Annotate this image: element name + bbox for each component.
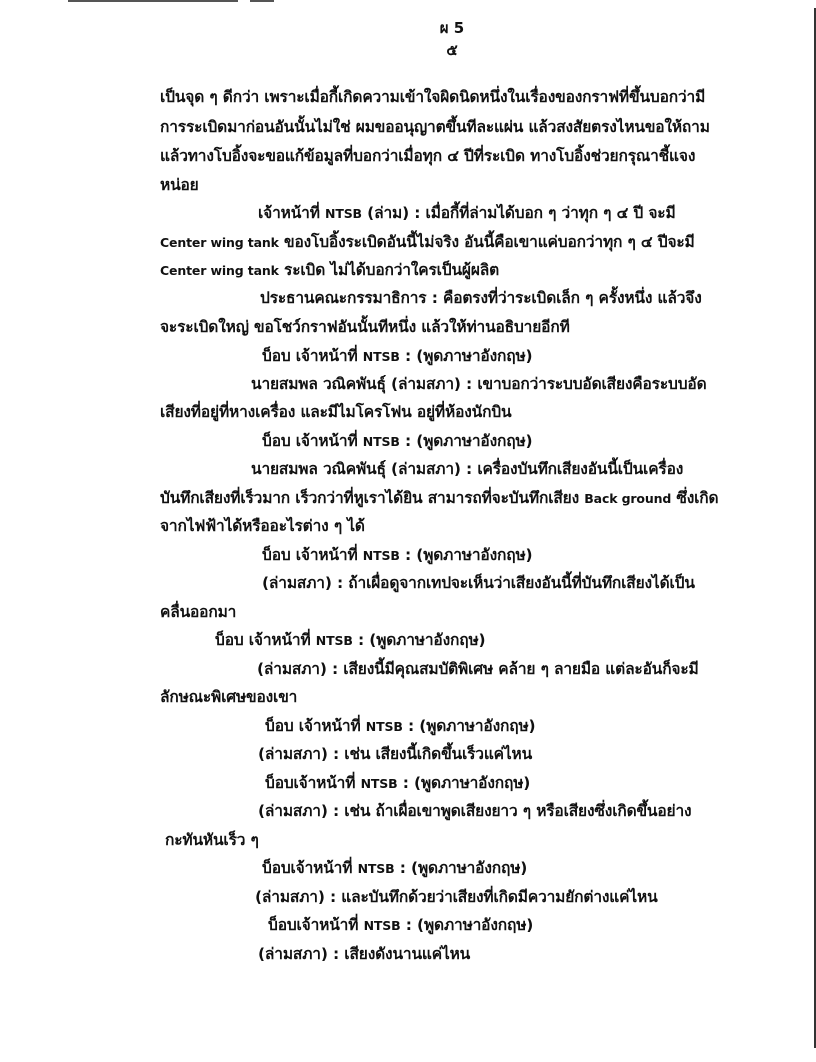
term-center-wing-tank: Center wing tank: [160, 235, 279, 250]
segment: บ็อบ เจ้าหน้าที่: [215, 631, 316, 649]
page-code: ผ 5: [439, 19, 465, 37]
abbr-ntsb: NTSB: [362, 349, 400, 364]
text-line: แล้วทางโบอิ้งจะขอแก้ข้อมูลที่บอกว่าเมื่อทุก ๔ ปีที่ระเบิด ทางโบอิ้งช่วยกรุณาชี้แจง: [160, 147, 696, 165]
text-line: การระเบิดมาก่อนอันนั้นไม่ใช่ ผมขออนุญาตขึ้นทีละแผ่น แล้วสงสัยตรงไหนขอให้ถาม: [160, 118, 710, 136]
text-line: [160, 231, 695, 254]
speaker-line: [265, 715, 535, 738]
segment: : (พูดภาษาอังกฤษ): [399, 432, 533, 450]
text-line: หน่อย: [160, 176, 199, 194]
segment: : (พูดภาษาอังกฤษ): [402, 717, 536, 735]
speaker-line: นายสมพล วณิคพันธุ์ (ล่ามสภา) : เครื่องบันทึกเสียงอันนี้เป็นเครื่อง: [251, 460, 684, 478]
segment: : (พูดภาษาอังกฤษ): [397, 774, 531, 792]
segment: บ็อบเจ้าหน้าที่: [262, 859, 358, 877]
speaker-line: นายสมพล วณิคพันธุ์ (ล่ามสภา) : เขาบอกว่าระบบอัดเสียงคือระบบอัด: [251, 375, 707, 393]
text-line: [160, 487, 718, 510]
text-line: เป็นจุด ๆ ดีกว่า เพราะเมื่อกี้เกิดความเข้าใจผิดนิดหนึ่งในเรื่องของกราฟที่ขึ้นบอกว่ามี: [160, 88, 706, 106]
text-line: จากไฟฟ้าได้หรืออะไรต่าง ๆ ได้: [160, 517, 365, 535]
segment: ซึ่งเกิด: [671, 489, 719, 507]
speaker-line: [262, 857, 527, 880]
top-scan-line: [68, 0, 238, 2]
text-line: คลื่นออกมา: [160, 603, 237, 621]
text-line: [160, 259, 499, 282]
text-line: กะทันหันเร็ว ๆ: [165, 831, 259, 849]
abbr-ntsb: NTSB: [362, 434, 400, 449]
speaker-line: (ล่ามสภา) : และบันทึกด้วยว่าเสียงที่เกิดมีความยักต่างแค่ไหน: [255, 888, 658, 906]
segment: ระเบิด ไม่ได้บอกว่าใครเป็นผู้ผลิต: [278, 261, 500, 279]
abbr-ntsb: NTSB: [315, 633, 353, 648]
speaker-line: [262, 544, 532, 567]
abbr-ntsb: NTSB: [357, 861, 395, 876]
segment: บ็อบ เจ้าหน้าที่: [265, 717, 366, 735]
segment: ของโบอิ้งระเบิดอันนี้ไม่จริง อันนี้คือเขาแค่บอกว่าทุก ๆ ๔ ปีจะมี: [278, 233, 695, 251]
segment: เจ้าหน้าที่: [258, 204, 326, 222]
speaker-line: (ล่ามสภา) : เช่น ถ้าเผื่อเขาพูดเสียงยาว ๆ หรือเสียงซึ่งเกิดขึ้นอย่าง: [258, 802, 692, 820]
segment: (ล่าม) : เมื่อกี้ที่ล่ามได้บอก ๆ ว่าทุก ๆ ๔ ปี จะมี: [361, 204, 676, 222]
speaker-line: [258, 202, 676, 225]
speaker-line: [262, 345, 532, 368]
abbr-ntsb: NTSB: [325, 206, 362, 221]
abbr-ntsb: NTSB: [365, 719, 403, 734]
segment: : (พูดภาษาอังกฤษ): [352, 631, 486, 649]
speaker-line: ประธานคณะกรรมาธิการ : คือตรงที่ว่าระเบิดเล็ก ๆ ครั้งหนึ่ง แล้วจึง: [260, 289, 702, 307]
speaker-line: (ล่ามสภา) : เสียงนี้มีคุณสมบัติพิเศษ คล้าย ๆ ลายมือ แต่ละอันก็จะมี: [257, 660, 699, 678]
segment: บ็อบ เจ้าหน้าที่: [262, 546, 363, 564]
page-number: ๕: [446, 41, 458, 59]
segment: บันทึกเสียงที่เร็วมาก เร็วกว่าที่หูเราได้ยิน สามารถที่จะบันทึกเสียง: [160, 489, 585, 507]
speaker-line: (ล่ามสภา) : ถ้าเผื่อดูจากเทปจะเห็นว่าเสียงอันนี้ที่บันทึกเสียงได้เป็น: [262, 574, 695, 592]
text-line: จะระเบิดใหญ่ ขอโชว์กราฟอันนั้นทีหนึ่ง แล้วให้ท่านอธิบายอีกที: [160, 318, 570, 336]
segment: : (พูดภาษาอังกฤษ): [400, 916, 534, 934]
text-line: ลักษณะพิเศษของเขา: [160, 688, 298, 706]
abbr-ntsb: NTSB: [360, 776, 398, 791]
speaker-line: [265, 772, 530, 795]
term-center-wing-tank: Center wing tank: [160, 263, 279, 278]
abbr-ntsb: NTSB: [362, 548, 400, 563]
top-scan-mark: [250, 0, 274, 2]
segment: : (พูดภาษาอังกฤษ): [399, 546, 533, 564]
term-background: Back ground: [584, 491, 672, 506]
segment: บ็อบ เจ้าหน้าที่: [262, 347, 363, 365]
segment: บ็อบเจ้าหน้าที่: [265, 774, 361, 792]
speaker-line: (ล่ามสภา) : เสียงดังนานแค่ไหน: [258, 945, 471, 963]
abbr-ntsb: NTSB: [363, 918, 401, 933]
speaker-line: [268, 914, 533, 937]
segment: : (พูดภาษาอังกฤษ): [394, 859, 528, 877]
speaker-line: [262, 430, 532, 453]
segment: บ็อบเจ้าหน้าที่: [268, 916, 364, 934]
segment: : (พูดภาษาอังกฤษ): [399, 347, 533, 365]
speaker-line: (ล่ามสภา) : เช่น เสียงนี้เกิดขึ้นเร็วแค่ไหน: [258, 745, 533, 763]
speaker-line: [215, 629, 485, 652]
segment: บ็อบ เจ้าหน้าที่: [262, 432, 363, 450]
text-line: เสียงที่อยู่ที่หางเครื่อง และมีไมโครโฟน อยู่ที่ห้องนักบิน: [160, 403, 512, 421]
